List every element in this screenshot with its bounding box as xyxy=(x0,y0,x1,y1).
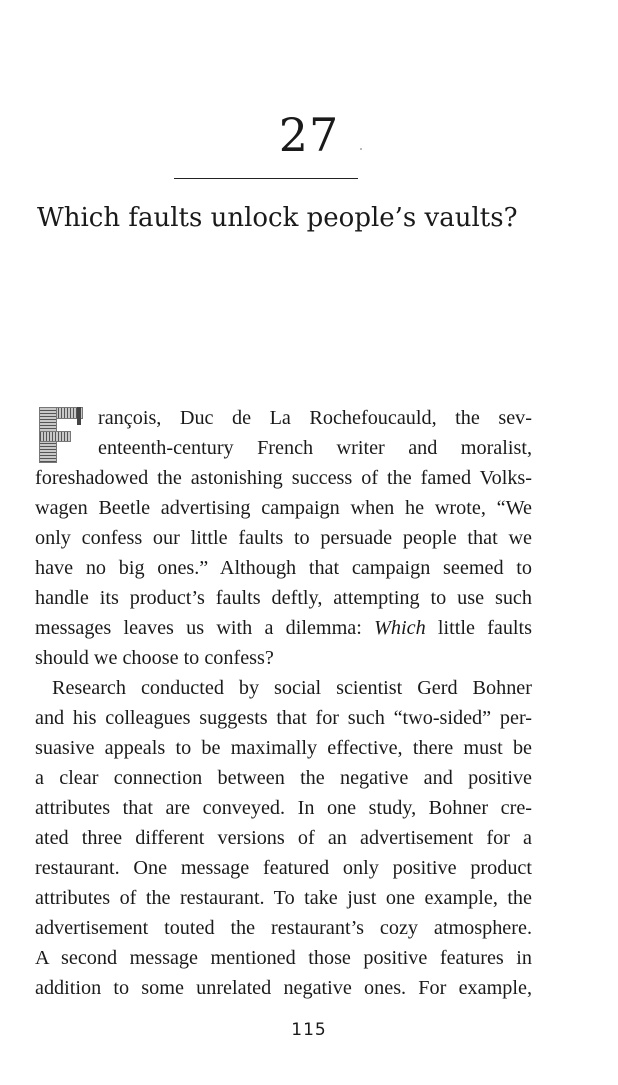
text-line: A second message mentioned those positive features in xyxy=(35,947,532,969)
text-line: rançois, Duc de La Rochefoucauld, the sev- xyxy=(98,407,532,429)
text-segment: messages leaves us with a dilemma: xyxy=(35,617,362,639)
text-line: should we choose to confess? xyxy=(35,647,274,669)
text-line: a clear connection between the negative and positive xyxy=(35,767,532,789)
text-segment: little faults xyxy=(437,617,533,639)
text-line: attributes that are conveyed. In one study, Bohner cre- xyxy=(35,797,532,819)
text-line xyxy=(35,613,532,643)
text-line: handle its product’s faults deftly, attempting to use such xyxy=(35,587,532,609)
text-line: addition to some unrelated negative ones. For example, xyxy=(35,977,532,999)
text-line: have no big ones.” Although that campaign seemed to xyxy=(35,557,532,579)
text-line: suasive appeals to be maximally effective, there must be xyxy=(35,737,532,759)
scan-speck xyxy=(360,148,362,150)
text-line: attributes of the restaurant. To take just one example, the xyxy=(35,887,532,909)
text-line: foreshadowed the astonishing success of the famed Volks- xyxy=(35,467,532,489)
text-line: advertisement touted the restaurant’s cozy atmosphere. xyxy=(35,917,532,939)
page-number: 115 xyxy=(291,1020,327,1040)
text-line: Research conducted by social scientist Gerd Bohner xyxy=(52,677,532,699)
chapter-divider xyxy=(174,178,358,179)
text-line: only confess our little faults to persuade people that we xyxy=(35,527,532,549)
text-line: restaurant. One message featured only positive product xyxy=(35,857,532,879)
body-text xyxy=(35,403,532,1003)
text-line: ated three different versions of an advertisement for a xyxy=(35,827,532,849)
text-line: wagen Beetle advertising campaign when he wrote, “We xyxy=(35,497,532,519)
text-line: enteenth-century French writer and moralist, xyxy=(98,437,532,459)
chapter-title: Which faults unlock people’s vaults? xyxy=(37,203,518,233)
chapter-number: 27 xyxy=(278,108,340,162)
text-line: and his colleagues suggests that for such “two-sided” per- xyxy=(35,707,532,729)
italic-word: Which xyxy=(374,617,426,639)
